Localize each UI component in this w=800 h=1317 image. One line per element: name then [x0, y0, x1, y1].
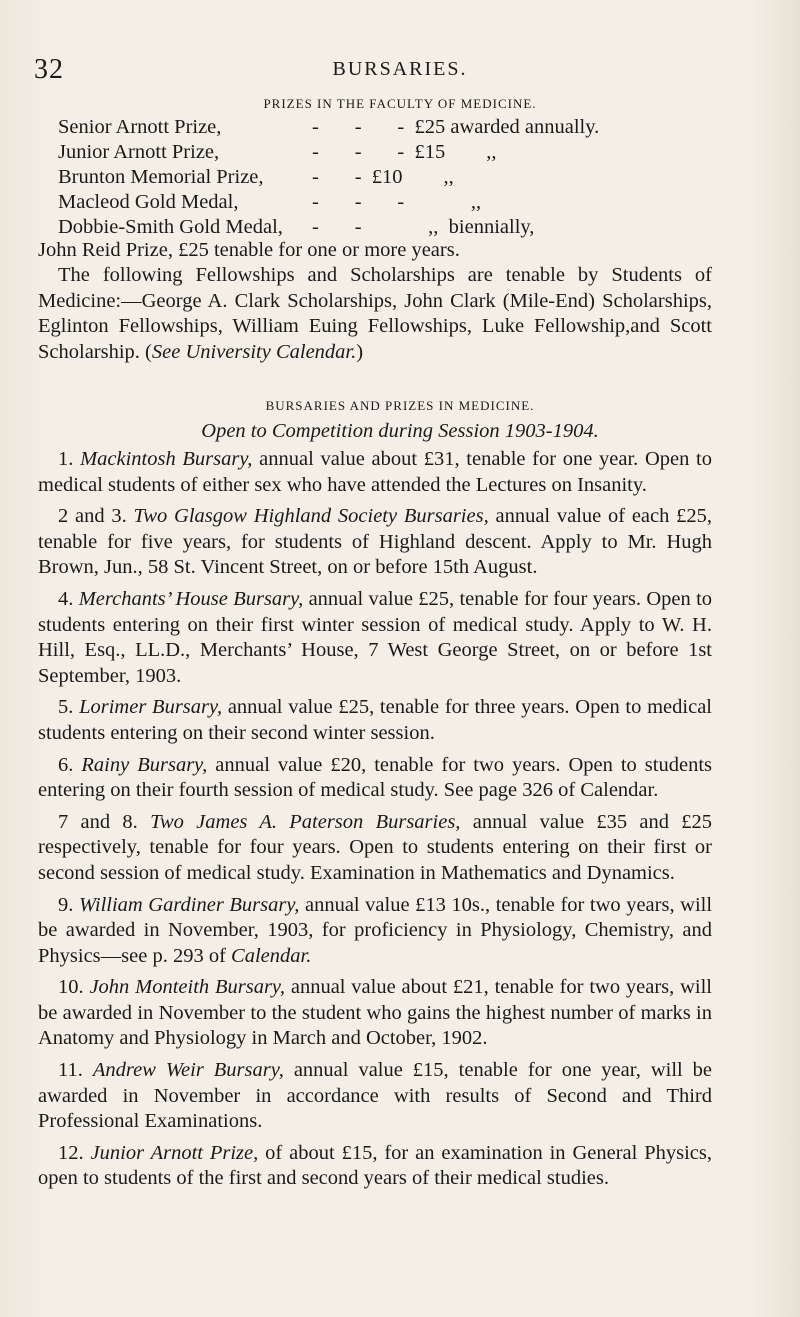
entry-text: annual value £20, tenable for two years. Open to students entering on their fourth session of medical study. See page 326 of Calendar. [38, 753, 713, 802]
page-number: 32 [34, 54, 64, 85]
prize-name: Brunton Memorial Prize, [58, 166, 264, 188]
entry-text: annual value £25, tenable for three years. Open to medical students entering on their second winter session. [38, 696, 712, 744]
entry-name: Mackintosh Bursary, [80, 448, 253, 470]
entry-number: 4. [58, 587, 74, 610]
entry-text: of about £15, for an examination in General Physics, open to students of the first and second years of their medical studies. [38, 1141, 713, 1190]
entry-number: 5. [58, 696, 74, 719]
entry-text: annual value about £21, tenable for two years, will be awarded in November to the student who gains the highest number of marks in Anatomy and Physiology in March and October, 1902. [38, 976, 712, 1050]
bursary-entry [38, 810, 712, 887]
entry-number: 2 and 3. [58, 505, 127, 528]
entry-name: Two James A. Paterson Bursaries, [150, 810, 461, 833]
bursary-entry [38, 447, 712, 498]
running-title: BURSARIES. [332, 58, 468, 80]
prize-value: - - £10 ,, [312, 166, 454, 188]
entry-text: annual value of each £25, tenable for five years, for students of Highland descent. Apply to Mr. Hugh Brown, Jun., 58 St. Vincent Street, on or before 15th August. [38, 505, 713, 579]
entry-number: 10. [58, 976, 84, 999]
entry-name: Junior Arnott Prize, [90, 1141, 259, 1164]
bursaries-section-subtitle: Open to Competition during Session 1903-1904. [201, 420, 599, 442]
entry-name: Lorimer Bursary, [79, 696, 223, 719]
entry-number: 11. [58, 1059, 83, 1082]
prize-value: - - ,, biennially, [312, 216, 535, 238]
prizes-section-title: PRIZES IN THE FACULTY OF MEDICINE. [263, 96, 537, 111]
entry-text: annual value about £31, tenable for one year. Open to medical students of either sex who have attended the Lectures on Insanity. [38, 448, 713, 496]
bursaries-section-title: BURSARIES AND PRIZES IN MEDICINE. [265, 398, 535, 413]
bursary-entry [38, 695, 712, 746]
fellowships-paragraph [38, 263, 712, 365]
entry-tail: Calendar. [231, 944, 312, 967]
prize-row [58, 191, 718, 215]
closing-paren: ) [356, 340, 364, 363]
prize-value: - - - ,, [312, 191, 482, 213]
entry-text: annual value £35 and £25 respectively, tenable for four years. Open to students entering on their first or second session of medical study. Examination in Mathematics and Dynamics. [38, 810, 713, 884]
entry-number: 6. [58, 753, 74, 776]
entry-name: Merchants’ House Bursary, [78, 587, 304, 610]
entry-name: Andrew Weir Bursary, [92, 1059, 284, 1082]
john-reid-prize-line: John Reid Prize, £25 tenable for one or more years. [38, 239, 460, 261]
bursary-entry [38, 587, 712, 689]
entry-name: Two Glasgow Highland Society Bursaries, [133, 505, 489, 528]
calendar-reference: See University Calendar. [151, 340, 357, 363]
bursary-entry [38, 753, 712, 804]
entry-text: annual value £25, tenable for four years. Open to students entering on their first winter session of medical study. Apply to W. H. Hill, Esq., LL.D., Merchants’ House, 7 West George Street, on or before 1st September, 1903. [38, 587, 713, 687]
prize-name: Senior Arnott Prize, [58, 116, 222, 138]
entry-text: annual value £13 10s., tenable for two years, will be awarded in November, 1903, for proficiency in Physiology, Chemistry, and Physics—see p. 293 of [38, 893, 713, 967]
bursary-entry [38, 1058, 712, 1135]
bursary-entries [38, 447, 712, 1198]
prize-value: - - - £25 awarded annually. [312, 116, 600, 138]
entry-name: John Monteith Bursary, [89, 976, 286, 999]
entry-number: 7 and 8. [58, 810, 138, 833]
entry-number: 9. [58, 893, 74, 916]
bursary-entry [38, 975, 712, 1052]
entry-number: 12. [58, 1141, 84, 1164]
bursary-entry [38, 504, 712, 581]
prize-value: - - - £15 ,, [312, 141, 497, 163]
prize-row [58, 141, 718, 165]
bursary-entry [38, 893, 712, 970]
prize-name: Dobbie-Smith Gold Medal, [58, 216, 283, 238]
prize-row [58, 116, 718, 140]
prize-row [58, 166, 718, 190]
bursary-entry [38, 1141, 712, 1192]
fellowships-text: The following Fellowships and Scholarships are tenable by Students of Medicine:—George A. Clark Scholarships, John Clark (Mile-End) Scholarships, Eglinton Fellowships, William Euing Fellowships, Luke Fellowship,and Scott Scholarship. ( [38, 264, 712, 363]
entry-number: 1. [58, 448, 74, 470]
entry-text: annual value £15, tenable for one year, will be awarded in November in accordance with results of Second and Third Professional Examinations. [38, 1059, 713, 1133]
prize-name: Junior Arnott Prize, [58, 141, 220, 163]
entry-name: William Gardiner Bursary, [78, 893, 300, 916]
prize-name: Macleod Gold Medal, [58, 191, 239, 213]
prize-row [58, 216, 718, 240]
entry-name: Rainy Bursary, [81, 753, 208, 776]
